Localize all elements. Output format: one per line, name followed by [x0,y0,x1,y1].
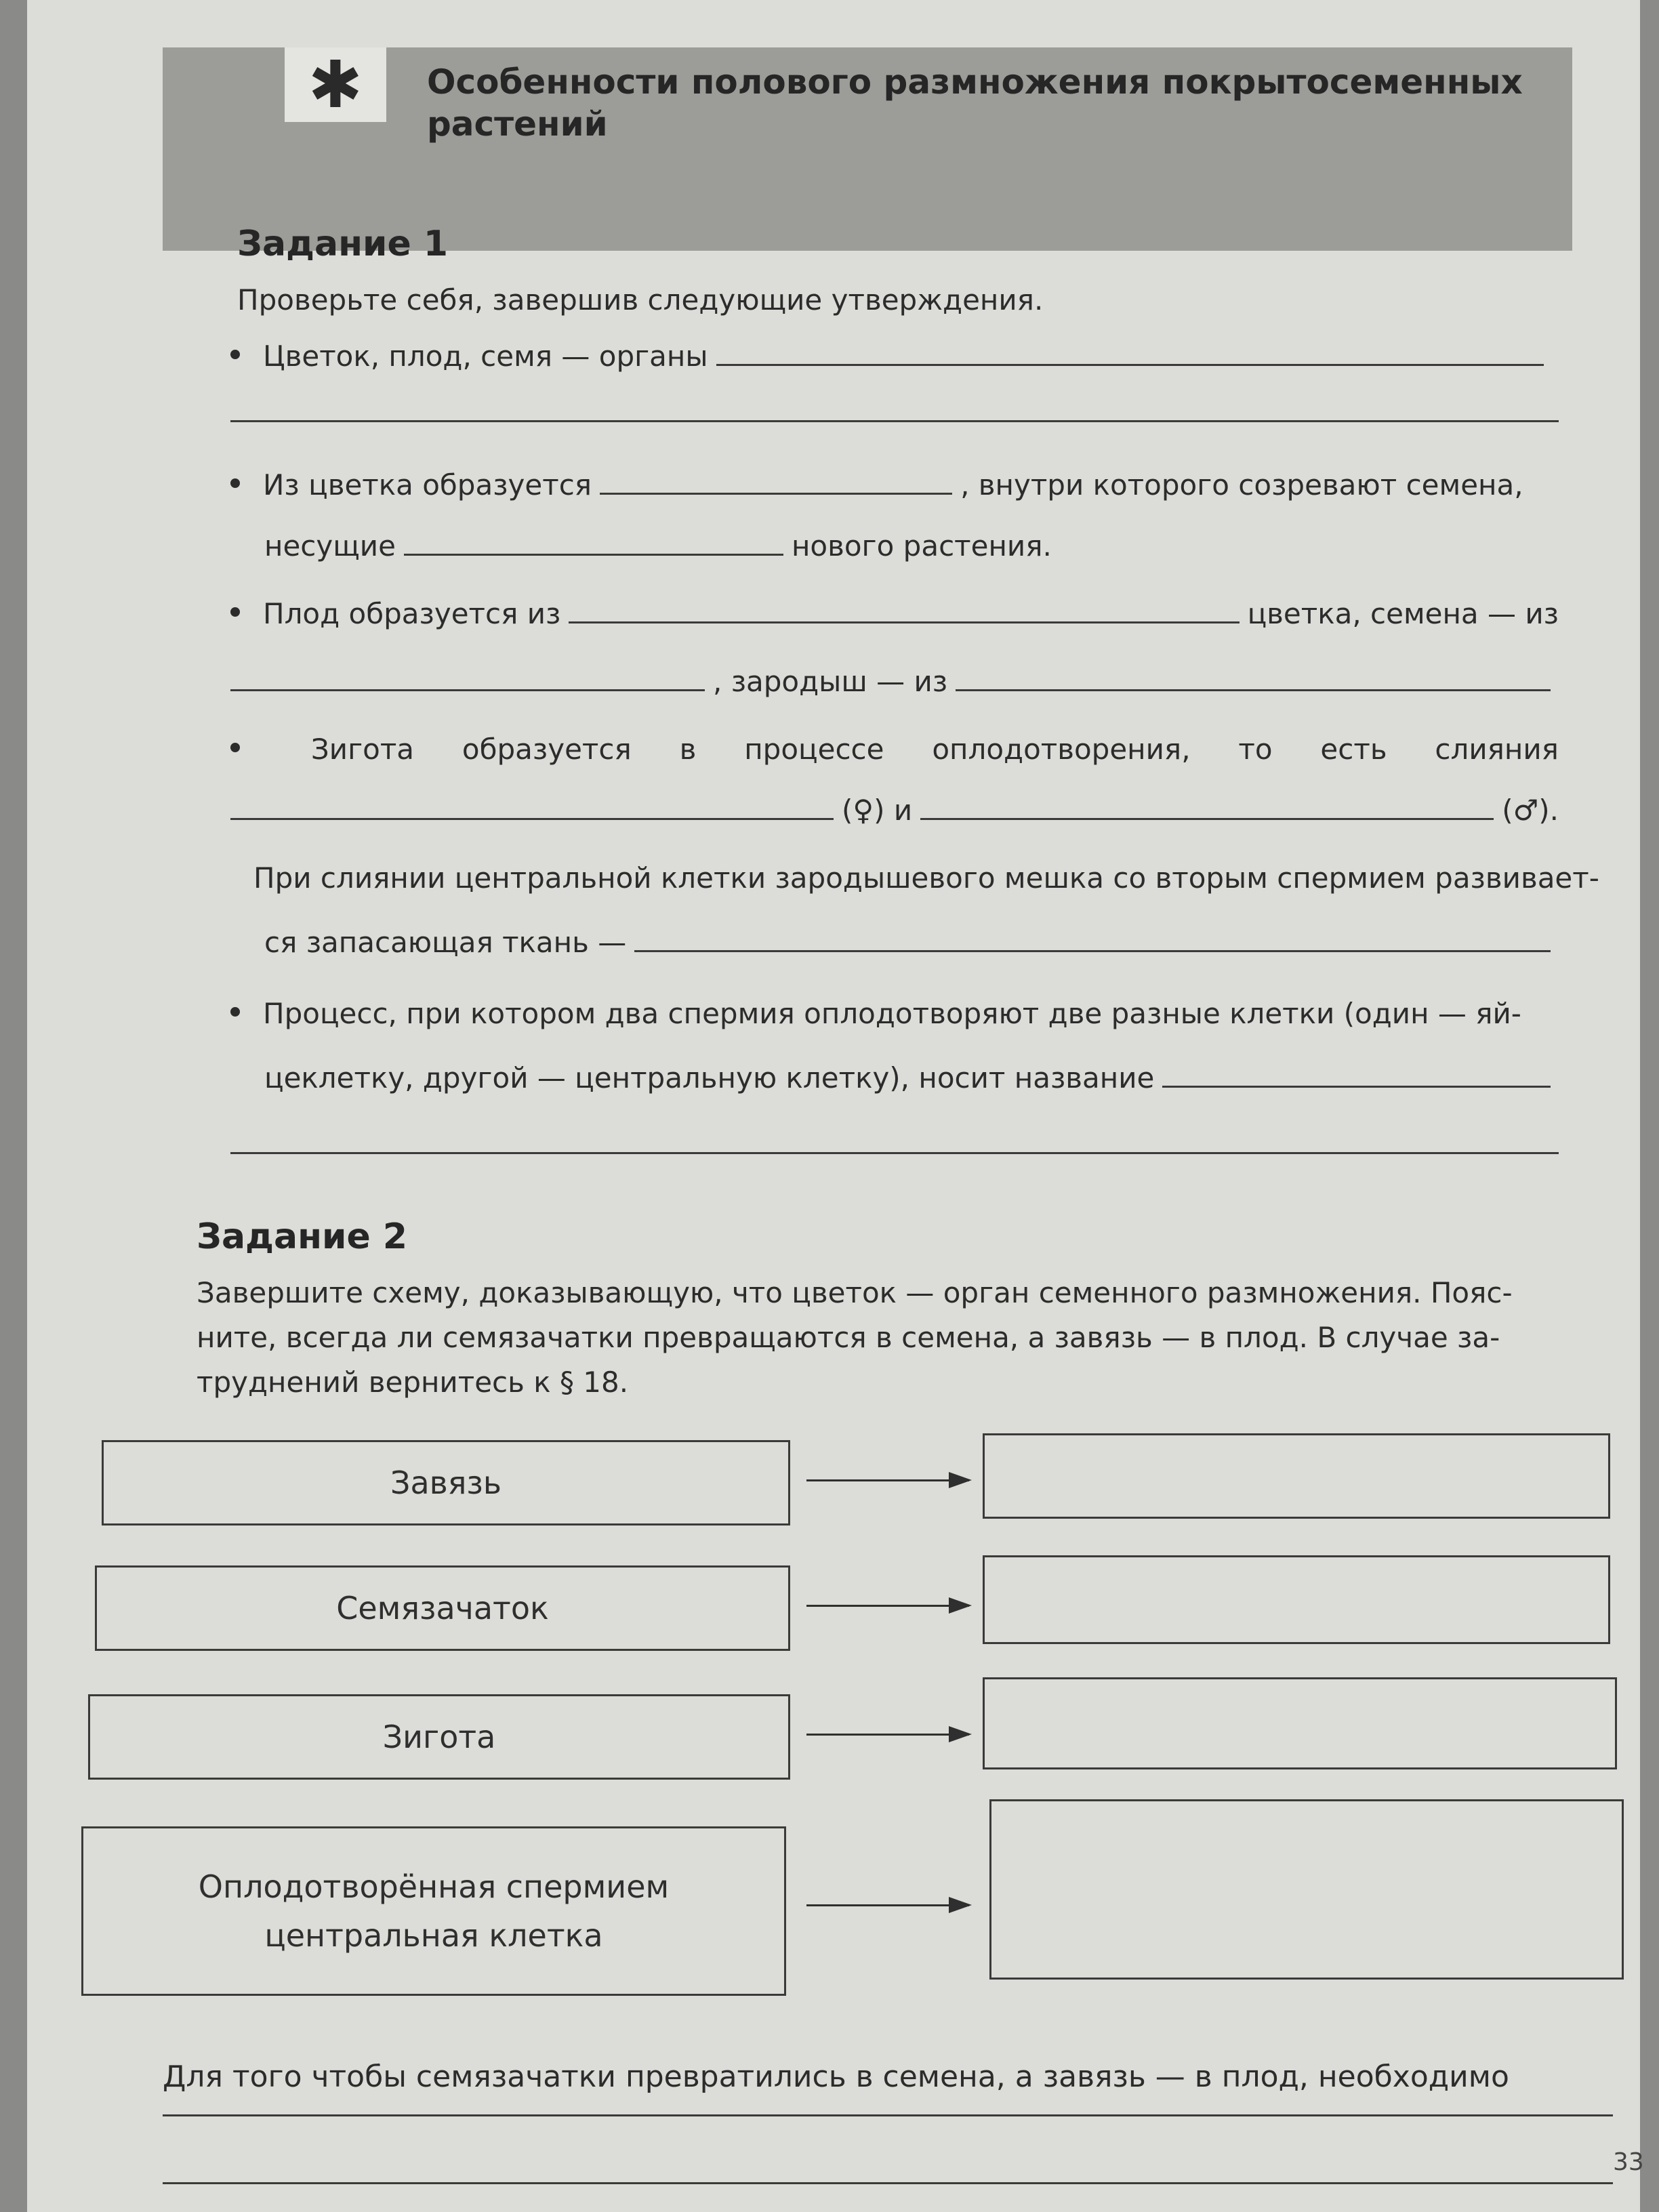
bullet [230,1007,240,1017]
answer-blank[interactable] [163,2114,1613,2116]
statement-3: Плод образуется из цветка, семена — из [230,583,1559,630]
asterisk-icon: ✱ [285,47,386,122]
answer-blank[interactable] [404,554,783,556]
task1-heading: Задание 1 [237,224,449,264]
arrow-icon [806,1479,969,1481]
topic-title: Особенности полового размножения покрытосеменных растений [427,62,1523,144]
answer-blank[interactable] [1162,1086,1551,1088]
answer-blank[interactable] [163,2182,1613,2184]
answer-blank[interactable] [230,818,834,820]
scheme-box-ovary: Завязь [102,1440,790,1525]
arrow-icon [806,1904,969,1906]
workbook-page [27,0,1644,2212]
answer-box-2[interactable] [983,1555,1610,1644]
answer-box-3[interactable] [983,1677,1617,1769]
statement-6: Процесс, при котором два спермия оплодотворяют две разные клетки (один — яй- [230,983,1559,1030]
statement-6-cont: цеклетку, другой — центральную клетку), носит название [264,1047,1559,1094]
bullet [230,350,240,359]
page-number: 33 [1613,2148,1644,2176]
scheme-box-central-cell: Оплодотворённая спермием центральная клетка [81,1826,786,1996]
scheme-box-ovule: Семязачаток [95,1565,790,1651]
statement-3-cont: , зародыш — из [230,651,1559,698]
statement-4-cont: (♀) и (♂). [230,779,1559,827]
answer-blank[interactable] [956,689,1551,691]
scheme-box-zygote: Зигота [88,1694,790,1780]
task2-heading: Задание 2 [197,1216,408,1257]
statement-5: При слиянии центральной клетки зародышевого мешка со вторым спермием развивает- [253,861,1599,895]
task1-intro: Проверьте себя, завершив следующие утверждения. [237,283,1044,316]
answer-blank[interactable] [600,493,952,495]
answer-blank[interactable] [920,818,1494,820]
answer-blank[interactable] [716,364,1544,366]
answer-blank[interactable] [230,1152,1559,1154]
bullet [230,743,240,752]
answer-blank[interactable] [634,950,1551,952]
answer-box-1[interactable] [983,1433,1610,1519]
answer-blank[interactable] [569,621,1239,623]
statement-4: Зигота образуется в процессе оплодотворения, то есть слияния [230,718,1559,766]
bullet [230,607,240,617]
arrow-icon [806,1734,969,1736]
arrow-icon [806,1605,969,1607]
answer-blank[interactable] [230,689,705,691]
answer-blank[interactable] [230,420,1559,422]
bullet [230,478,240,488]
task2-intro: Завершите схему, доказывающую, что цветок — орган семенного размножения. Пояс- ните, всегда ли семязачатки превращаются в семена, а завязь — в плод. В случае за- труднений вернитесь к § 18. [197,1276,1513,1399]
statement-2-cont: несущие нового растения. [264,529,1052,562]
statement-5-cont: ся запасающая ткань — [264,912,1559,959]
conclusion: Для того чтобы семязачатки превратились в семена, а завязь — в плод, необходимо [163,2060,1509,2094]
statement-2: Из цветка образуется , внутри которого созревают семена, [230,454,1559,501]
statement-1: Цветок, плод, семя — органы [230,325,1552,373]
answer-box-4[interactable] [989,1799,1624,1980]
